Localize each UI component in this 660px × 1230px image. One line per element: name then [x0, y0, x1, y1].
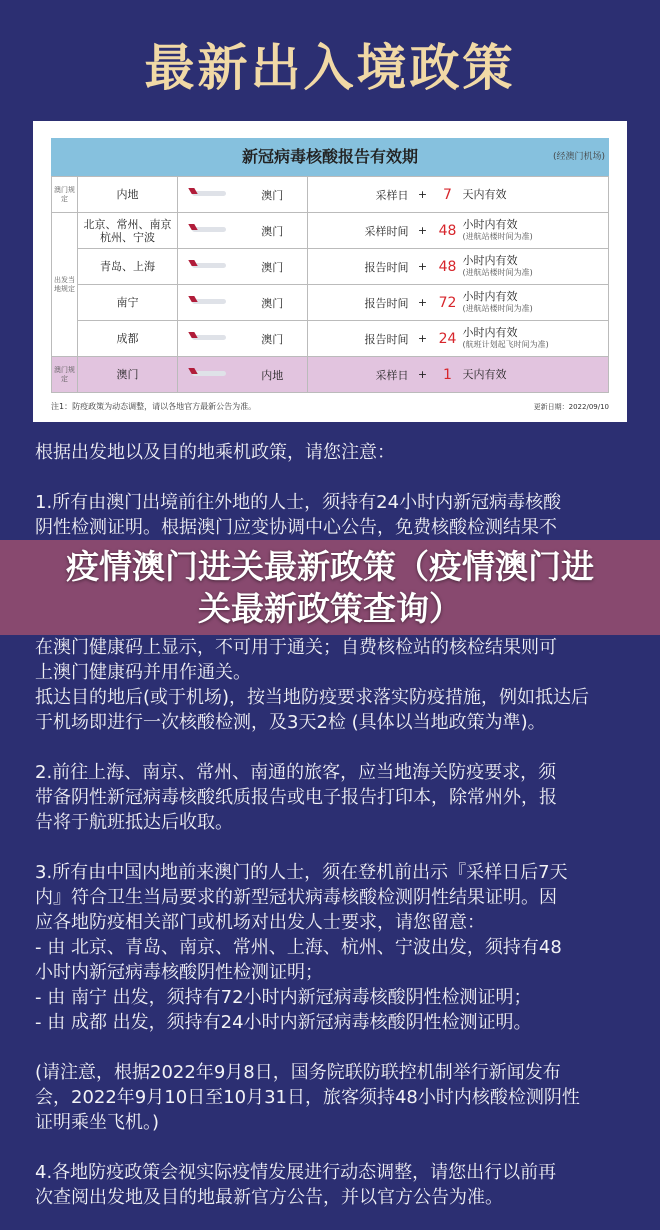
plus-sign: +: [413, 177, 433, 213]
origin: 澳门: [78, 357, 178, 393]
time-basis: 采样时间: [308, 213, 413, 249]
destination: 澳门: [238, 285, 308, 321]
validity-note: (进航站楼时间为准): [462, 267, 533, 277]
airplane-icon: [188, 186, 228, 200]
time-basis: 采样日: [308, 177, 413, 213]
text-line: (请注意，根据2022年9月8日，国务院联防联控机制举行新闻发布: [35, 1062, 561, 1083]
table-row: [52, 177, 609, 213]
origin: 南宁: [78, 285, 178, 321]
destination: 内地: [238, 357, 308, 393]
destination: 澳门: [238, 213, 308, 249]
validity-table-card: [33, 121, 627, 422]
table-heading: [51, 138, 609, 176]
validity-unit: 天内有效: [462, 367, 507, 381]
text-line: 抵达目的地后(或于机场)，按当地防疫要求落实防疫措施，例如抵达后: [35, 687, 590, 708]
text-line: 2.前往上海、南京、常州、南通的旅客，应当地海关防疫要求，须: [35, 762, 557, 783]
blank-line: [0, 1035, 660, 1060]
table-row: [52, 285, 609, 321]
time-basis: 报告时间: [308, 249, 413, 285]
text-line: - 由 南宁 出发，须持有72小时内新冠病毒核酸阴性检测证明；: [35, 987, 532, 1008]
side-label: 澳门规定: [52, 357, 78, 393]
text-line: 应各地防疫相关部门或机场对出发人士要求，请您留意：: [35, 912, 485, 933]
table-footer: [51, 401, 609, 412]
time-basis: 采样日: [308, 357, 413, 393]
text-line: 小时内新冠病毒核酸阴性检测证明；: [35, 962, 323, 983]
text-line: 次查阅出发地及目的地最新官方公告，并以官方公告为准。: [35, 1187, 503, 1208]
destination: 澳门: [238, 321, 308, 357]
side-label: 澳门规定: [52, 177, 78, 213]
time-basis: 报告时间: [308, 285, 413, 321]
plus-sign: +: [413, 249, 433, 285]
blank-line: [0, 835, 660, 860]
banner-line-2: 关最新政策查询）: [198, 588, 462, 628]
airplane-icon: [188, 258, 228, 272]
validity-note: (航班计划起飞时间为准): [462, 339, 549, 349]
plus-sign: +: [413, 321, 433, 357]
text-line: 根据出发地以及目的地乘机政策，请您注意：: [35, 442, 395, 463]
origin: 内地: [78, 177, 178, 213]
blank-line: [0, 1135, 660, 1160]
blank-line: [0, 735, 660, 760]
destination: 澳门: [238, 177, 308, 213]
text-line: 告将于航班抵达后收取。: [35, 812, 233, 833]
validity-number: 48: [433, 249, 463, 285]
text-line: 上澳门健康码并用作通关。: [35, 662, 251, 683]
time-basis: 报告时间: [308, 321, 413, 357]
validity-unit: 小时内有效: [462, 325, 518, 339]
validity-unit: 小时内有效: [462, 217, 518, 231]
validity-number: 72: [433, 285, 463, 321]
validity-note: (进航站楼时间为准): [462, 231, 533, 241]
update-date: 更新日期：2022/09/10: [533, 402, 609, 411]
poster-title: 最新出入境政策: [144, 39, 516, 97]
text-line: 3.所有由中国内地前来澳门的人士，须在登机前出示『采样日后7天: [35, 862, 568, 883]
validity-note: (进航站楼时间为准): [462, 303, 533, 313]
validity-table: [51, 176, 609, 393]
validity-unit: 天内有效: [462, 187, 507, 201]
validity-number: 24: [433, 321, 463, 357]
origin: 成都: [78, 321, 178, 357]
table-row: [52, 357, 609, 393]
text-line: 带备阴性新冠病毒核酸纸质报告或电子报告打印本，除常州外，报: [35, 787, 557, 808]
text-line: 证明乘坐飞机。): [35, 1112, 160, 1133]
destination: 澳门: [238, 249, 308, 285]
table-row: [52, 321, 609, 357]
validity-unit: 小时内有效: [462, 253, 518, 267]
text-line: - 由 北京、青岛、南京、常州、上海、杭州、宁波出发，须持有48: [35, 937, 562, 958]
table-heading-text: 新冠病毒核酸报告有效期: [241, 147, 418, 166]
text-line: 4.各地防疫政策会视实际疫情发展进行动态调整，请您出行以前再: [35, 1162, 557, 1183]
text-line: 内』符合卫生当局要求的新型冠状病毒核酸检测阴性结果证明。因: [35, 887, 557, 908]
side-label: 出发当地规定: [52, 213, 78, 357]
text-line: 阴性检测证明。根据澳门应变协调中心公告，免费核酸检测结果不: [35, 517, 557, 538]
airplane-icon: [188, 366, 228, 380]
blank-line: [0, 465, 660, 490]
airplane-icon: [188, 330, 228, 344]
origin: 青岛、上海: [78, 249, 178, 285]
validity-number: 48: [433, 213, 463, 249]
validity-number: 1: [433, 357, 463, 393]
banner-line-1: 疫情澳门进关最新政策（疫情澳门进: [66, 546, 594, 586]
plus-sign: +: [413, 285, 433, 321]
table-heading-note: (经澳门机场): [552, 152, 605, 162]
table-row: [52, 249, 609, 285]
airplane-icon: [188, 222, 228, 236]
policy-text: [0, 440, 660, 1210]
plus-sign: +: [413, 213, 433, 249]
title-banner: [0, 540, 660, 635]
origin: 北京、常州、南京 杭州、宁波: [78, 213, 178, 249]
validity-unit: 小时内有效: [462, 289, 518, 303]
text-line: 1.所有由澳门出境前往外地的人士，须持有24小时内新冠病毒核酸: [35, 492, 562, 513]
table-row: [52, 213, 609, 249]
text-line: 会，2022年9月10日至10月31日，旅客须持48小时内核酸检测阴性: [35, 1087, 580, 1108]
validity-number: 7: [433, 177, 463, 213]
airplane-icon: [188, 294, 228, 308]
text-line: - 由 成都 出发，须持有24小时内新冠病毒核酸阴性检测证明。: [35, 1012, 532, 1033]
plus-sign: +: [413, 357, 433, 393]
footnote: 注1：防疫政策为动态调整，请以各地官方最新公告为准。: [51, 402, 257, 411]
text-line: 在澳门健康码上显示，不可用于通关；自费核检站的核检结果则可: [35, 637, 557, 658]
text-line: 于机场即进行一次核酸检测，及3天2检 (具体以当地政策为準)。: [35, 712, 546, 733]
